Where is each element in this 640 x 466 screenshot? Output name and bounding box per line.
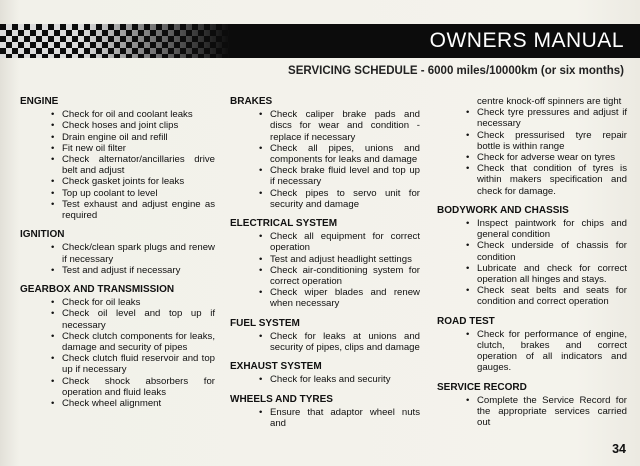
list-item: • Check wheel alignment	[20, 398, 215, 409]
section-title-brakes: BRAKES	[230, 96, 273, 107]
engine-list	[20, 109, 215, 221]
list-item: • Inspect paintwork for chips and general condition	[437, 218, 627, 240]
section-title-gearbox: GEARBOX AND TRANSMISSION	[20, 284, 175, 296]
list-item: • Check that condition of tyres is within makers specification and check for damage.	[437, 163, 627, 197]
section-title-road-test: ROAD TEST	[437, 315, 495, 327]
section-title-electrical: ELECTRICAL SYSTEM	[230, 218, 338, 230]
checkered-flag-graphic	[0, 24, 230, 58]
list-item: • Ensure that adaptor wheel nuts and	[230, 407, 420, 429]
wheels-list-continued	[437, 107, 627, 197]
list-item: • Check clutch fluid reservoir and top up if necessary	[20, 353, 215, 375]
list-item: • Check for leaks and security	[230, 374, 420, 385]
service-record-list	[437, 395, 627, 429]
list-item: • Check for performance of engine, clutch, brakes and correct operation of all indicators and gauges.	[437, 329, 627, 374]
page-subtitle: SERVICING SCHEDULE - 6000 miles/10000km (or six months)	[288, 65, 624, 77]
list-item: • Check alternator/ancillaries drive belt and adjust	[20, 154, 215, 176]
list-item: • Check for oil and coolant leaks	[20, 109, 215, 120]
column-1	[20, 96, 215, 409]
list-item: • Check tyre pressures and adjust if necessary	[437, 107, 627, 129]
section-title-service-record: SERVICE RECORD	[437, 381, 527, 393]
list-item: • Complete the Service Record for the appropriate services carried out	[437, 395, 627, 429]
section-title-fuel: FUEL SYSTEM	[230, 317, 300, 329]
section-title-exhaust: EXHAUST SYSTEM	[230, 361, 322, 373]
list-item: • Check clutch components for leaks, damage and security of pipes	[20, 331, 215, 353]
list-item: • Check pipes to servo unit for security and damage	[230, 188, 420, 210]
list-item: • Lubricate and check for correct operation all hinges and stays.	[437, 263, 627, 285]
list-item: • Check for oil leaks	[20, 297, 215, 308]
bodywork-list	[437, 218, 627, 308]
wheels-continuation: centre knock-off spinners are tight	[477, 96, 622, 107]
list-item: • Check all pipes, unions and components for leaks and damage	[230, 143, 420, 165]
section-title-bodywork: BODYWORK AND CHASSIS	[437, 204, 569, 216]
exhaust-list	[230, 374, 420, 385]
brakes-list	[230, 109, 420, 210]
list-item: • Check hoses and joint clips	[20, 120, 215, 131]
gearbox-list	[20, 297, 215, 409]
list-item: • Test and adjust if necessary	[20, 265, 215, 276]
list-item: • Check oil level and top up if necessary	[20, 308, 215, 330]
wheels-list	[230, 407, 420, 429]
list-item: • Check brake fluid level and top up if necessary	[230, 165, 420, 187]
column-2	[230, 96, 420, 429]
list-item: • Check seat belts and seats for condition and correct operation	[437, 285, 627, 307]
list-item: • Check shock absorbers for operation and fluid leaks	[20, 376, 215, 398]
list-item: • Check all equipment for correct operation	[230, 231, 420, 253]
list-item: • Check pressurised tyre repair bottle is within range	[437, 130, 627, 152]
list-item: • Test and adjust headlight settings	[230, 254, 420, 265]
section-title-engine: ENGINE	[20, 96, 59, 107]
list-item: • Check underside of chassis for condition	[437, 240, 627, 262]
list-item: • Check for adverse wear on tyres	[437, 152, 627, 163]
road-test-list	[437, 329, 627, 374]
ignition-list	[20, 242, 215, 276]
list-item: • Check wiper blades and renew when necessary	[230, 287, 420, 309]
list-item: • Test exhaust and adjust engine as required	[20, 199, 215, 221]
column-3	[437, 96, 627, 428]
list-item: • Check/clean spark plugs and renew if necessary	[20, 242, 215, 264]
electrical-list	[230, 231, 420, 309]
list-item: • Check gasket joints for leaks	[20, 176, 215, 187]
list-item: • Drain engine oil and refill	[20, 132, 215, 143]
manual-title: OWNERS MANUAL	[429, 29, 624, 52]
list-item: • Check caliper brake pads and discs for wear and condition - replace if necessary	[230, 109, 420, 143]
section-title-ignition: IGNITION	[20, 229, 65, 241]
list-item: • Fit new oil filter	[20, 143, 215, 154]
list-item: • Check air-conditioning system for correct operation	[230, 265, 420, 287]
list-item: • Check for leaks at unions and security of pipes, clips and damage	[230, 331, 420, 353]
header-band	[0, 24, 640, 58]
page-number: 34	[612, 442, 626, 456]
fuel-list	[230, 331, 420, 353]
list-item: • Top up coolant to level	[20, 188, 215, 199]
section-title-wheels: WHEELS AND TYRES	[230, 393, 333, 405]
